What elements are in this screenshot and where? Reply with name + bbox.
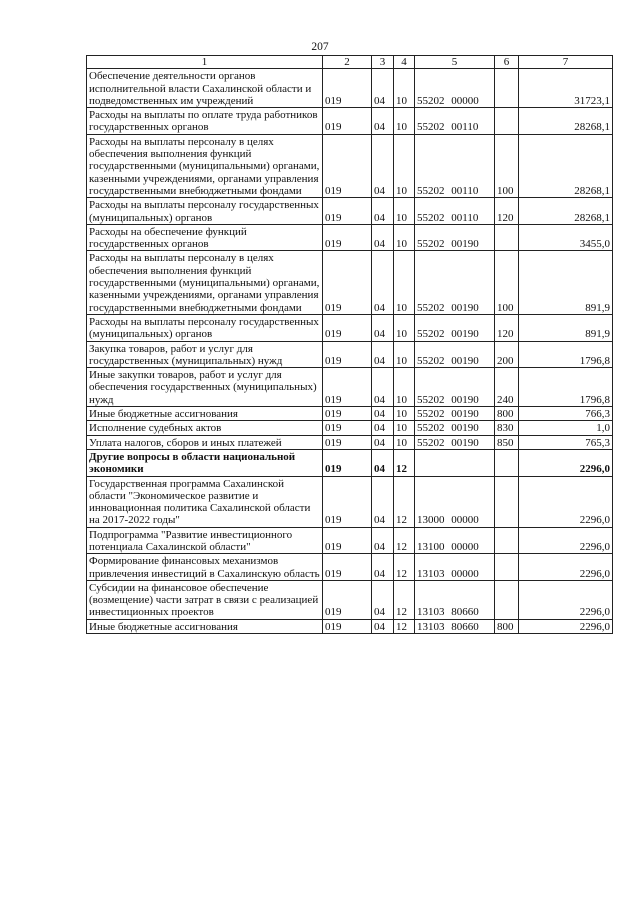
- target-article-cell: 13103 80660: [415, 580, 495, 619]
- table-row: [87, 341, 613, 368]
- section-cell: 04: [372, 224, 394, 251]
- expense-type-cell: 830: [495, 421, 519, 435]
- row-name-cell: Обеспечение деятельности органов исполнительной власти Сахалинской области и подведомственных им учреждений: [87, 69, 323, 108]
- ministry-code-cell: 019: [323, 407, 372, 421]
- target-article-cell: 13100 00000: [415, 527, 495, 554]
- section-cell: 04: [372, 198, 394, 225]
- subsection-cell: 10: [394, 224, 415, 251]
- amount-cell: 28268,1: [519, 198, 613, 225]
- ministry-code-cell: 019: [323, 368, 372, 407]
- header-row: [87, 56, 613, 69]
- header-cell: 6: [495, 56, 519, 69]
- section-cell: 04: [372, 341, 394, 368]
- section-cell: 04: [372, 421, 394, 435]
- target-article-cell: 13000 00000: [415, 476, 495, 527]
- amount-cell: 2296,0: [519, 527, 613, 554]
- row-name-cell: Иные закупки товаров, работ и услуг для обеспечения государственных (муниципальных) нужд: [87, 368, 323, 407]
- row-name-cell: Закупка товаров, работ и услуг для государственных (муниципальных) нужд: [87, 341, 323, 368]
- ministry-code-cell: 019: [323, 476, 372, 527]
- amount-cell: 2296,0: [519, 619, 613, 633]
- amount-cell: 1796,8: [519, 368, 613, 407]
- subsection-cell: 10: [394, 435, 415, 449]
- expense-type-cell: 100: [495, 251, 519, 314]
- expense-type-cell: 120: [495, 198, 519, 225]
- page-number: 207: [311, 41, 329, 53]
- expense-type-cell: [495, 554, 519, 581]
- row-name-cell: Расходы на выплаты персоналу государственных (муниципальных) органов: [87, 198, 323, 225]
- row-name-cell: Расходы на выплаты персоналу в целях обеспечения выполнения функций государственными (муниципальными) органами, казенными учреждениями, органами управления государственными внебюджетными фондами: [87, 134, 323, 197]
- header-cell: 3: [372, 56, 394, 69]
- target-article-cell: 13103 00000: [415, 554, 495, 581]
- target-article-cell: 55202 00190: [415, 368, 495, 407]
- subsection-cell: 10: [394, 69, 415, 108]
- ministry-code-cell: 019: [323, 69, 372, 108]
- header-cell: 7: [519, 56, 613, 69]
- expense-type-cell: [495, 527, 519, 554]
- subsection-cell: 12: [394, 580, 415, 619]
- table-row: [87, 198, 613, 225]
- section-cell: 04: [372, 368, 394, 407]
- subsection-cell: 12: [394, 554, 415, 581]
- budget-table: [86, 55, 613, 634]
- expense-type-cell: [495, 580, 519, 619]
- target-article-cell: 55202 00190: [415, 407, 495, 421]
- table-row: [87, 476, 613, 527]
- target-article-cell: 55202 00190: [415, 435, 495, 449]
- target-article-cell: 55202 00000: [415, 69, 495, 108]
- section-cell: 04: [372, 449, 394, 476]
- amount-cell: 766,3: [519, 407, 613, 421]
- expense-type-cell: 100: [495, 134, 519, 197]
- target-article-cell: 55202 00190: [415, 341, 495, 368]
- table-row: [87, 251, 613, 314]
- ministry-code-cell: 019: [323, 580, 372, 619]
- amount-cell: 765,3: [519, 435, 613, 449]
- header-cell: 4: [394, 56, 415, 69]
- target-article-cell: 55202 00110: [415, 134, 495, 197]
- target-article-cell: 55202 00110: [415, 108, 495, 135]
- subsection-cell: 10: [394, 314, 415, 341]
- subsection-cell: 10: [394, 368, 415, 407]
- section-cell: 04: [372, 435, 394, 449]
- table-row: [87, 421, 613, 435]
- target-article-cell: 55202 00190: [415, 314, 495, 341]
- table-row: [87, 134, 613, 197]
- table-row: [87, 554, 613, 581]
- table-row: [87, 619, 613, 633]
- expense-type-cell: 850: [495, 435, 519, 449]
- subsection-cell: 10: [394, 251, 415, 314]
- amount-cell: 1,0: [519, 421, 613, 435]
- target-article-cell: [415, 449, 495, 476]
- section-cell: 04: [372, 407, 394, 421]
- section-cell: 04: [372, 108, 394, 135]
- subsection-cell: 10: [394, 341, 415, 368]
- amount-cell: 2296,0: [519, 554, 613, 581]
- header-cell: 5: [415, 56, 495, 69]
- amount-cell: 28268,1: [519, 134, 613, 197]
- row-name-cell: Подпрограмма "Развитие инвестиционного потенциала Сахалинской области": [87, 527, 323, 554]
- table-row: [87, 224, 613, 251]
- subsection-cell: 12: [394, 449, 415, 476]
- ministry-code-cell: 019: [323, 251, 372, 314]
- table-row: [87, 580, 613, 619]
- table-row: [87, 527, 613, 554]
- row-name-cell: Иные бюджетные ассигнования: [87, 619, 323, 633]
- expense-type-cell: 800: [495, 407, 519, 421]
- section-cell: 04: [372, 619, 394, 633]
- section-cell: 04: [372, 69, 394, 108]
- ministry-code-cell: 019: [323, 341, 372, 368]
- header-cell: 1: [87, 56, 323, 69]
- row-name-cell: Уплата налогов, сборов и иных платежей: [87, 435, 323, 449]
- target-article-cell: 55202 00190: [415, 421, 495, 435]
- section-cell: 04: [372, 580, 394, 619]
- target-article-cell: 13103 80660: [415, 619, 495, 633]
- target-article-cell: 55202 00190: [415, 224, 495, 251]
- section-cell: 04: [372, 554, 394, 581]
- ministry-code-cell: 019: [323, 134, 372, 197]
- row-name-cell: Формирование финансовых механизмов привлечения инвестиций в Сахалинскую область: [87, 554, 323, 581]
- amount-cell: 891,9: [519, 251, 613, 314]
- expense-type-cell: 800: [495, 619, 519, 633]
- amount-cell: 891,9: [519, 314, 613, 341]
- subsection-cell: 10: [394, 198, 415, 225]
- ministry-code-cell: 019: [323, 554, 372, 581]
- ministry-code-cell: 019: [323, 314, 372, 341]
- ministry-code-cell: 019: [323, 198, 372, 225]
- subsection-cell: 10: [394, 421, 415, 435]
- row-name-cell: Другие вопросы в области национальной экономики: [87, 449, 323, 476]
- section-cell: 04: [372, 314, 394, 341]
- target-article-cell: 55202 00110: [415, 198, 495, 225]
- expense-type-cell: 120: [495, 314, 519, 341]
- table-row: [87, 368, 613, 407]
- row-name-cell: Государственная программа Сахалинской области "Экономическое развитие и инновационная политика Сахалинской области на 2017-2022 годы": [87, 476, 323, 527]
- section-cell: 04: [372, 527, 394, 554]
- header-cell: 2: [323, 56, 372, 69]
- table-row: [87, 449, 613, 476]
- expense-type-cell: [495, 69, 519, 108]
- ministry-code-cell: 019: [323, 527, 372, 554]
- amount-cell: 2296,0: [519, 449, 613, 476]
- table-row: [87, 407, 613, 421]
- ministry-code-cell: 019: [323, 449, 372, 476]
- ministry-code-cell: 019: [323, 421, 372, 435]
- row-name-cell: Субсидии на финансовое обеспечение (возмещение) части затрат в связи с реализацией инвестиционных проектов: [87, 580, 323, 619]
- table-row: [87, 314, 613, 341]
- expense-type-cell: [495, 224, 519, 251]
- row-name-cell: Расходы на обеспечение функций государственных органов: [87, 224, 323, 251]
- expense-type-cell: [495, 476, 519, 527]
- row-name-cell: Иные бюджетные ассигнования: [87, 407, 323, 421]
- subsection-cell: 10: [394, 108, 415, 135]
- expense-type-cell: [495, 449, 519, 476]
- amount-cell: 1796,8: [519, 341, 613, 368]
- target-article-cell: 55202 00190: [415, 251, 495, 314]
- expense-type-cell: 200: [495, 341, 519, 368]
- table-row: [87, 69, 613, 108]
- ministry-code-cell: 019: [323, 619, 372, 633]
- amount-cell: 31723,1: [519, 69, 613, 108]
- subsection-cell: 12: [394, 476, 415, 527]
- subsection-cell: 12: [394, 527, 415, 554]
- section-cell: 04: [372, 134, 394, 197]
- expense-type-cell: 240: [495, 368, 519, 407]
- ministry-code-cell: 019: [323, 224, 372, 251]
- section-cell: 04: [372, 251, 394, 314]
- row-name-cell: Исполнение судебных актов: [87, 421, 323, 435]
- subsection-cell: 12: [394, 619, 415, 633]
- table-body: [87, 69, 613, 634]
- expense-type-cell: [495, 108, 519, 135]
- amount-cell: 28268,1: [519, 108, 613, 135]
- row-name-cell: Расходы на выплаты по оплате труда работников государственных органов: [87, 108, 323, 135]
- row-name-cell: Расходы на выплаты персоналу государственных (муниципальных) органов: [87, 314, 323, 341]
- ministry-code-cell: 019: [323, 435, 372, 449]
- section-cell: 04: [372, 476, 394, 527]
- ministry-code-cell: 019: [323, 108, 372, 135]
- subsection-cell: 10: [394, 407, 415, 421]
- amount-cell: 2296,0: [519, 580, 613, 619]
- table-row: [87, 108, 613, 135]
- amount-cell: 3455,0: [519, 224, 613, 251]
- row-name-cell: Расходы на выплаты персоналу в целях обеспечения выполнения функций государственными (муниципальными) органами, казенными учреждениями, органами управления государственными внебюджетными фондами: [87, 251, 323, 314]
- subsection-cell: 10: [394, 134, 415, 197]
- amount-cell: 2296,0: [519, 476, 613, 527]
- table-row: [87, 435, 613, 449]
